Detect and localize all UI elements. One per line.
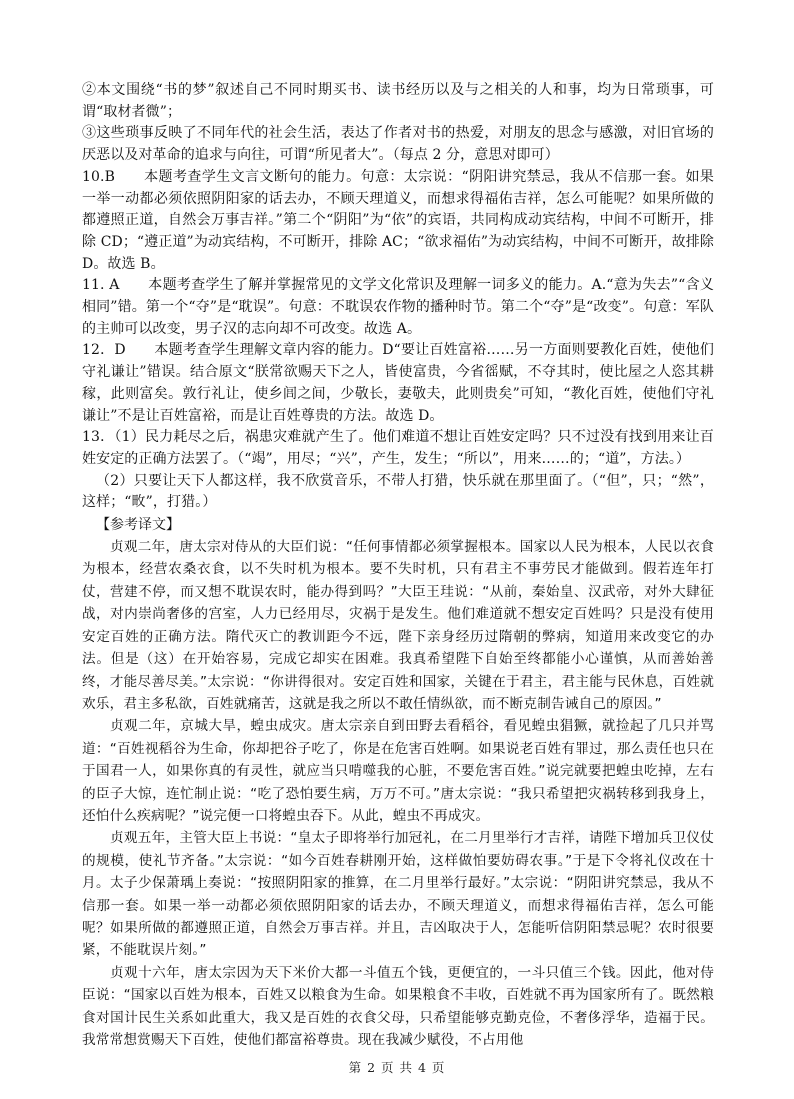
answer-q12: 12．D 本题考查学生理解文章内容的能力。D“要让百姓富裕……另一方面则要教化百姓，使他们守礼谦让”错误。结合原文“朕常欲赐天下之人，皆使富贵，今省徭赋，不夺其时，使比屋之人恣其耕稼，此则富矣。敦行礼让，使乡闾之间，少敬长，妻敬夫，此则贵矣”可知，“教化百姓，使他们守礼谦让”不是让百姓富裕，而是让百姓尊贵的方法。故选 D。 [82,342,714,424]
translation-paragraph: 贞观五年，主管大臣上书说：“皇太子即将举行加冠礼，在二月里举行才吉祥，请陛下增加兵卫仪仗的规模，使礼节齐备。”太宗说：“如今百姓春耕刚开始，这样做怕要妨碍农事。”于是下令将礼仪改在十月。太子少保萧瑀上奏说：“按照阴阳家的推算，在二月里举行最好。”太宗说：“阴阳讲究禁忌，我从不信那一套。如果一举一动都必须依照阴阳家的话去办，不顾天理道义，而想求得福佑吉祥，怎么可能呢？如果所做的都遵照正道，自然会万事吉祥。并且，吉凶取决于人，怎能听信阴阳禁忌呢？农时很要紧，不能耽误片刻。” [82,830,714,959]
translation-heading: 【参考译文】 [96,517,180,534]
page-content [82,80,714,1051]
answer-item-3: ③这些琐事反映了不同年代的社会生活，表达了作者对书的热爱，对朋友的思念与感激，对旧官场的厌恶以及对革命的追求与向往，可谓“所见者大”。（每点 2 分，意思对即可） [82,125,714,164]
answer-q11: 11. A 本题考查学生了解并掌握常见的文学文化常识及理解一词多义的能力。A.“意为失去”“含义相同”错。第一个“夺”是“耽误”。句意：不耽误农作物的播种时节。第二个“夺”是“改变”。句意：军队的主帅可以改变，男子汉的志向却不可改变。故选 A。 [82,277,714,337]
answer-q13-1: 13．（1）民力耗尽之后，祸患灾难就产生了。他们难道不想让百姓安定吗？只不过没有找到用来让百姓安定的正确方法罢了。（“竭”，用尽；“兴”，产生，发生；“所以”，用来……的；“道”，方法。） [82,429,714,467]
answer-q13-2: （2）只要让天下人都这样，我不欣赏音乐，不带人打猎，快乐就在那里面了。（“但”，只；“然”，这样；“畋”，打猎。） [82,472,714,511]
answer-q10: 10.B 本题考查学生文言文断句的能力。句意：太宗说：“阴阳讲究禁忌，我从不信那一套。如果一举一动都必须依照阴阳家的话去办，不顾天理道义，而想求得福佑吉祥，怎么可能呢？如果所做的都遵照正道，自然会万事吉祥。”第二个“阴阳”为“依”的宾语，共同构成动宾结构，中间不可断开，排除 CD；“遵正道”为动宾结构，不可断开，排除 AC；“欲求福佑”为动宾结构，中间不可断开，故排除 D。故选 B。 [82,168,714,272]
page-footer: 第 2 页 共 4 页 [348,1060,446,1075]
translation-paragraph: 贞观二年，唐太宗对侍从的大臣们说：“任何事情都必须掌握根本。国家以人民为根本，人民以衣食为根本，经营农桑衣食，以不失时机为根本。要不失时机，只有君主不事劳民才能做到。假若连年打仗，营建不停，而又想不耽误农时，能办得到吗？”大臣王珪说：“从前，秦始皇、汉武帝，对外大肆征战，对内崇尚奢侈的宫室，人力已经用尽，灾祸于是发生。他们难道就不想安定百姓吗？只是没有使用安定百姓的正确方法。隋代灭亡的教训距今不远，陛下亲身经历过隋朝的弊病，知道用来改变它的办法。但是（这）在开始容易，完成它却实在困难。我真希望陛下自始至终都能小心谨慎，从而善始善终，才能尽善尽美。”太宗说：“你讲得很对。安定百姓和国家，关键在于君主，君主能与民休息，百姓就欢乐，君主多私欲，百姓就痛苦，这就是我之所以不敢任情纵欲，而不断克制告诫自己的原因。” [82,539,714,712]
answer-item-2: ②本文围绕“书的梦”叙述自己不同时期买书、读书经历以及与之相关的人和事，均为日常琐事，可谓“取材者微”； [82,82,714,120]
translation-paragraph: 贞观十六年，唐太宗因为天下米价大都一斗值五个钱，更便宜的，一斗只值三个钱。因此，他对侍臣说：“国家以百姓为根本，百姓又以粮食为生命。如果粮食不丰收，百姓就不再为国家所有了。既然粮食对国计民生关系如此重大，我又是百姓的衣食父母，只希望能够克勤克俭，不奢侈浮华，造福于民。我常常想赏赐天下百姓，使他们都富裕尊贵。现在我减少赋役，不占用他 [82,964,714,1048]
translation-paragraph: 贞观二年，京城大旱，蝗虫成灾。唐太宗亲自到田野去看稻谷，看见蝗虫猖獗，就捡起了几只并骂道：“百姓视稻谷为生命，你却把谷子吃了，你是在危害百姓啊。如果说老百姓有罪过，那么责任也只在于国君一人，如果你真的有灵性，就应当只啃噬我的心脏，不要危害百姓。”说完就要把蝗虫吃掉，左右的臣子大惊，连忙制止说：“吃了恐怕要生病，万万不可。”唐太宗说：“我只希望把灾祸转移到我身上，还怕什么疾病呢？”说完便一口将蝗虫吞下。从此，蝗虫不再成灾。 [82,718,714,824]
